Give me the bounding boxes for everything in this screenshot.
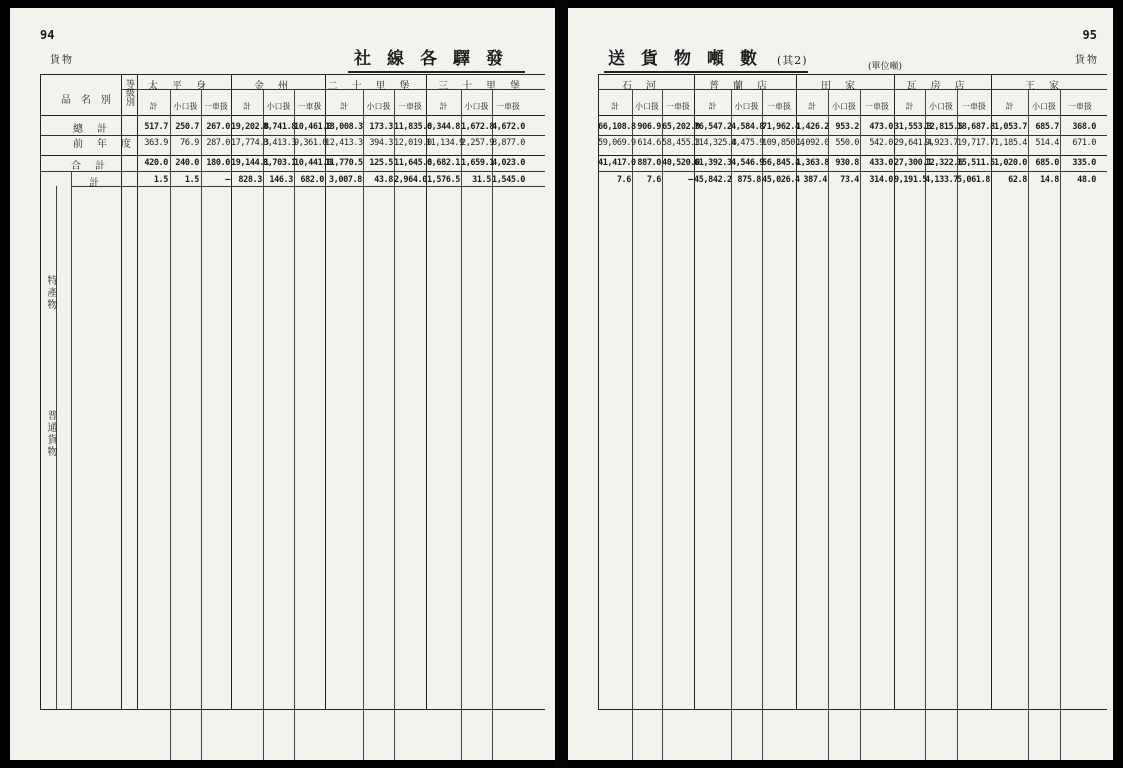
cell: 12,019.0 xyxy=(394,138,432,148)
cell: 387.4 xyxy=(803,175,827,185)
sub-header: 一車扱 xyxy=(962,102,986,111)
cell: 514.4 xyxy=(1035,138,1059,148)
corner-label: 貨物 xyxy=(1075,55,1099,66)
cell: 1,363.8 xyxy=(796,158,830,168)
row-label: 合計 xyxy=(71,161,119,172)
cell: 13,008.3 xyxy=(325,122,363,132)
sub-header: 計 xyxy=(243,102,251,111)
sub-header: 小口扱 xyxy=(173,102,198,111)
cell: 4,133.7 xyxy=(925,175,959,185)
cell: 671.0 xyxy=(1072,138,1096,148)
cell: 114,325.8 xyxy=(694,138,737,148)
cell: 43.8 xyxy=(374,175,393,185)
header-kind: 等級別 xyxy=(124,79,134,106)
cell: 11,770.5 xyxy=(325,158,363,168)
header-category: 品名別 xyxy=(61,95,121,106)
cell: 1,426.2 xyxy=(796,122,830,132)
sub-header: 計 xyxy=(439,102,448,111)
cell: 4,023.0 xyxy=(492,158,526,168)
cell: 56,845.4 xyxy=(762,158,800,168)
cell: 930.8 xyxy=(835,158,859,168)
cell: 517.7 xyxy=(144,122,168,132)
book-gutter xyxy=(555,0,568,768)
cell: 12,413.3 xyxy=(325,138,363,148)
page-number: 95 xyxy=(1082,28,1097,42)
unit-label: (單位噸) xyxy=(868,62,903,72)
sub-header: 一車扱 xyxy=(666,102,690,111)
cell: 875.8 xyxy=(737,175,761,185)
station-header: 三十里堡 xyxy=(438,81,534,92)
cell: 542.0 xyxy=(869,138,893,148)
station-header: 田家 xyxy=(821,81,869,92)
cell: 267.0 xyxy=(206,122,230,132)
cell: 906.9 xyxy=(637,122,661,132)
sub-header: 一車扱 xyxy=(297,102,322,111)
sub-header: 小口扱 xyxy=(929,102,953,111)
sub-header: 小口扱 xyxy=(266,102,291,111)
cell: 363.9 xyxy=(144,138,168,148)
cell: 1.5 xyxy=(184,175,199,185)
cell: 9,191.5 xyxy=(894,175,928,185)
station-header: 王家 xyxy=(1025,81,1073,92)
cell: 109,850.4 xyxy=(762,138,805,148)
cell: 14.8 xyxy=(1040,175,1059,185)
cell: 8,741.8 xyxy=(263,122,297,132)
data-table xyxy=(598,74,1107,710)
row-label: 總計 xyxy=(73,124,121,135)
sub-header: 計 xyxy=(1005,102,1014,111)
cell: 48.0 xyxy=(1077,175,1096,185)
page-title: 社線各驛發 xyxy=(348,44,525,73)
title-text: 送貨物噸數 xyxy=(608,49,773,69)
cell: 66,108.8 xyxy=(598,122,636,132)
cell: 10,461.0 xyxy=(294,122,332,132)
cell: 4,584.8 xyxy=(731,122,765,132)
sub-header: 一車扱 xyxy=(767,102,791,111)
row-label: 前年度 xyxy=(73,139,145,150)
cell: 614.6 xyxy=(637,138,661,148)
cell: 76,547.2 xyxy=(694,122,732,132)
cell: 1,576.5 xyxy=(426,175,460,185)
cell: 240.0 xyxy=(175,158,199,168)
cell: 828.3 xyxy=(238,175,262,185)
cell: 685.0 xyxy=(1035,158,1059,168)
sub-header: 計 xyxy=(808,102,816,111)
cell: 62.8 xyxy=(1008,175,1027,185)
cell: 73.4 xyxy=(840,175,859,185)
group-label: 特產物 xyxy=(45,275,56,311)
title-part: (其2) xyxy=(777,54,808,67)
cell: 31.5 xyxy=(472,175,491,185)
station-header: 二十里堡 xyxy=(327,81,424,92)
cell: 9,923.7 xyxy=(925,138,959,148)
cell: 180.0 xyxy=(206,158,230,168)
sub-header: 小口扱 xyxy=(366,102,391,111)
sub-header: 計 xyxy=(149,102,158,111)
left-page xyxy=(10,8,555,760)
cell: 11,645.0 xyxy=(394,158,432,168)
cell: 1,545.0 xyxy=(492,175,526,185)
data-table xyxy=(40,74,545,710)
cell: 5,061.8 xyxy=(957,175,991,185)
right-page xyxy=(568,8,1113,760)
sub-header: 計 xyxy=(708,102,717,111)
sub-header: 一車扱 xyxy=(398,102,422,111)
cell: 1,672.8 xyxy=(461,122,495,132)
cell: 11,835.0 xyxy=(394,122,432,132)
sub-header: 小口扱 xyxy=(734,102,759,111)
cell: 7.6 xyxy=(616,175,631,185)
cell: 19,717.7 xyxy=(957,138,995,148)
cell: 29,641.4 xyxy=(894,138,932,148)
sub-header: 小口扱 xyxy=(1032,102,1056,111)
cell: 8,703.1 xyxy=(263,158,297,168)
sub-header: 一車扱 xyxy=(1068,102,1092,111)
cell: 368.0 xyxy=(1072,122,1096,132)
sub-header: 計 xyxy=(340,102,348,111)
cell: 7.6 xyxy=(646,175,661,185)
cell: 61,392.3 xyxy=(694,158,732,168)
cell: 335.0 xyxy=(1072,158,1096,168)
cell: 1.5 xyxy=(153,175,168,185)
cell: 45,026.4 xyxy=(762,175,800,185)
cell: 953.2 xyxy=(835,122,859,132)
cell: 76.9 xyxy=(180,138,199,148)
cell: 887.0 xyxy=(637,158,661,168)
station-header: 金州 xyxy=(254,81,302,92)
cell: 2,257.9 xyxy=(461,138,495,148)
cell: 1,020.0 xyxy=(993,158,1027,168)
cell: 287.0 xyxy=(206,138,230,148)
cell: 682.0 xyxy=(300,175,324,185)
sub-header: 小口扱 xyxy=(832,102,856,111)
cell: — xyxy=(688,175,693,185)
cell: 19,202.8 xyxy=(231,122,269,132)
cell: 18,687.8 xyxy=(957,122,995,132)
cell: 173.3 xyxy=(369,122,393,132)
cell: 550.0 xyxy=(835,138,859,148)
cell: 473.0 xyxy=(869,122,893,132)
cell: 314.0 xyxy=(869,175,893,185)
cell: 45,842.2 xyxy=(694,175,732,185)
cell: 146.3 xyxy=(269,175,293,185)
sub-header: 計 xyxy=(905,102,914,111)
cell: 11,134.9 xyxy=(426,138,464,148)
cell: 125.5 xyxy=(369,158,393,168)
cell: 4,672.0 xyxy=(492,122,526,132)
cell: 12,815.5 xyxy=(925,122,963,132)
station-header: 太平身 xyxy=(148,81,220,92)
cell: 17,774.3 xyxy=(231,138,269,148)
cell: 6,344.8 xyxy=(426,122,460,132)
cell: 1,659.1 xyxy=(461,158,495,168)
sub-header: 計 xyxy=(611,102,619,111)
cell: 420.0 xyxy=(144,158,168,168)
cell: 40,520.0 xyxy=(662,158,700,168)
cell: 8,413.3 xyxy=(263,138,297,148)
page-number: 94 xyxy=(40,28,55,42)
cell: 250.7 xyxy=(175,122,199,132)
station-header: 瓦房店 xyxy=(906,81,979,92)
cell: 58,455.3 xyxy=(662,138,700,148)
table-body-texture xyxy=(141,191,541,711)
sub-header: 一車扱 xyxy=(204,102,228,111)
cell: 433.0 xyxy=(869,158,893,168)
cell: 19,144.1 xyxy=(231,158,269,168)
cell: 10,441.0 xyxy=(294,158,332,168)
cell: 71,962.4 xyxy=(762,122,800,132)
cell: 3,007.8 xyxy=(328,175,362,185)
cell: 65,202.0 xyxy=(662,122,700,132)
cell: 394.3 xyxy=(369,138,393,148)
corner-label: 貨物 xyxy=(50,55,74,66)
cell: 41,417.0 xyxy=(598,158,636,168)
sub-header: 小口扱 xyxy=(635,102,659,111)
cell: 4,475.9 xyxy=(731,138,765,148)
cell: 6,682.1 xyxy=(426,158,460,168)
cell: 15,511.5 xyxy=(957,158,995,168)
cell: 27,300.1 xyxy=(894,158,932,168)
cell: 1,185.4 xyxy=(993,138,1027,148)
cell: 31,553.3 xyxy=(894,122,932,132)
cell: 9,361.0 xyxy=(294,138,328,148)
cell: 59,069.9 xyxy=(598,138,636,148)
sub-header: 小口扱 xyxy=(464,102,489,111)
sub-header: 一車扱 xyxy=(496,102,520,111)
cell: — xyxy=(225,175,230,185)
cell: 4,546.9 xyxy=(731,158,765,168)
station-header: 石河 xyxy=(622,81,670,92)
sub-header: 一車扱 xyxy=(865,102,889,111)
page-title xyxy=(604,44,808,73)
cell: 8,877.0 xyxy=(492,138,526,148)
cell: 685.7 xyxy=(1035,122,1059,132)
cell: 12,322.6 xyxy=(925,158,963,168)
station-header: 普蘭店 xyxy=(709,81,781,92)
group-label: 普通貨物 xyxy=(45,410,56,458)
row-label: 計 xyxy=(89,178,113,189)
cell: 2,964.0 xyxy=(394,175,428,185)
cell: 1,092.0 xyxy=(796,138,830,148)
cell: 1,053.7 xyxy=(993,122,1027,132)
